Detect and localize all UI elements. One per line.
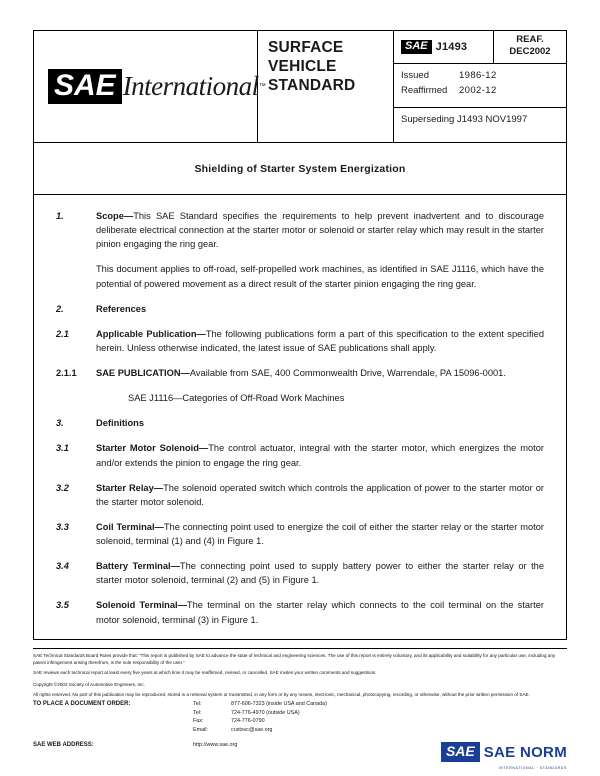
footer-divider — [33, 648, 567, 649]
clause-number: 3.2 — [56, 482, 69, 493]
sae-norm-logo: SAE — [441, 742, 480, 762]
clause — [56, 366, 544, 380]
title-line-3: STANDARD — [268, 76, 356, 94]
document-body — [34, 195, 566, 638]
clause-term: Applicable Publication— — [96, 328, 206, 339]
clause-text: Solenoid Terminal—The terminal on the starter relay which connects to the coil terminal on the starter motor solenoid, terminal (3) in Figure 1. — [96, 600, 545, 625]
issued-value: 1986-12 — [459, 70, 497, 81]
footer-review-note: SAE reviews each technical report at least every five years at which time it may be reaffirmed, revised, or cancelled. SAE invites your written comments and suggestions. — [33, 670, 377, 676]
sae-logo-cell — [34, 31, 266, 142]
clause-term: Starter Relay— — [96, 482, 164, 493]
clause-text: Scope—This SAE Standard specifies the requirements to help prevent inadvertent and to discourage deliberate electrical connection at the starter motor or solenoid or starter relay which may result in the starter pinion engaging the ring gear. — [96, 211, 544, 250]
reaf-date: DEC2002 — [509, 46, 551, 58]
clause — [56, 598, 544, 626]
order-contact-value[interactable]: 724-776-4970 (outside USA) — [231, 709, 300, 716]
clause — [56, 559, 544, 587]
clause-term: Scope— — [96, 211, 134, 221]
sae-international-wordmark: International — [122, 71, 259, 101]
clause — [56, 327, 544, 355]
reaffirmation-cell — [494, 31, 566, 63]
clause-number: 3.5 — [56, 600, 69, 611]
order-title: TO PLACE A DOCUMENT ORDER: — [33, 701, 131, 707]
clause-term: References — [96, 303, 147, 314]
sae-norm-badge — [441, 742, 567, 762]
clause-continuation: This document applies to off-road, self-propelled work machines, as identified in SAE J1116, which have the potential of powered movement as a direct result of the starter pinion engaging the ring gear. — [96, 264, 544, 289]
date-block — [394, 64, 566, 108]
order-row — [33, 700, 567, 735]
document-subject-title: Shielding of Starter System Energization — [194, 162, 406, 175]
clause-text: Starter Motor Solenoid—The control actuator, integral with the starter motor, which energizes the motor and/or extends the pinion to engage the ring gear. — [96, 443, 544, 468]
reaf-label: REAF. — [516, 34, 544, 45]
clause-text: Starter Relay—The solenoid operated switch which controls the application of power to the starter motor or the starter motor solenoid. — [96, 482, 544, 507]
document-number-cell — [394, 31, 494, 63]
masthead — [34, 31, 566, 143]
clause-term: Solenoid Terminal— — [96, 600, 187, 611]
clause-number: 3. — [56, 418, 64, 429]
issued-label: Issued — [401, 70, 429, 81]
clause-text: Coil Terminal—The connecting point used to energize the coil of either the starter relay or the starter motor solenoid, terminal (1) and (4) in Figure 1. — [96, 521, 544, 546]
clause-continuation: SAE J1116—Categories of Off-Road Work Machines — [128, 393, 345, 404]
clause-number: 3.4 — [56, 561, 69, 572]
order-contact-row — [193, 709, 567, 718]
order-contact-key: Email: — [193, 726, 208, 733]
document-frame — [33, 30, 567, 640]
reaffirmed-value: 2002-12 — [459, 84, 497, 96]
clause — [56, 209, 544, 251]
meta-top-row — [394, 31, 566, 64]
order-contact-row — [193, 700, 567, 709]
order-contact-key: Tel: — [193, 709, 202, 716]
clause-term: Definitions — [96, 418, 145, 429]
clause-term: Battery Terminal— — [96, 561, 180, 572]
order-contact-value[interactable]: 724-776-0790 — [231, 718, 265, 725]
order-contact-row — [193, 717, 567, 726]
document-number: J1493 — [435, 41, 468, 53]
clause-text — [96, 302, 544, 316]
order-contact-value[interactable]: 877-606-7323 (inside USA and Canada) — [231, 701, 327, 707]
reaffirmed-label: Reaffirmed — [401, 84, 448, 96]
subject-bar — [34, 143, 566, 195]
trademark-symbol: ™ — [258, 83, 266, 90]
footer-legal — [33, 648, 567, 702]
sae-norm-text: SAE NORM — [483, 743, 567, 761]
clause-number: 2.1.1 — [56, 368, 77, 378]
footer-rights: All rights reserved. No part of this publication may be reproduced, stored in a retrieval system or transmitted, in any form or by any means, electronic, mechanical, photocopying, recording, or otherwise, without the prior written permission of SAE. — [33, 692, 530, 698]
sae-small-logo: SAE — [401, 40, 432, 55]
clause-term: SAE PUBLICATION— — [96, 368, 190, 378]
order-contact-row — [193, 726, 567, 735]
order-contact-key: Tel: — [193, 701, 202, 707]
web-address-label: SAE WEB ADDRESS: — [33, 741, 94, 748]
clause — [56, 441, 544, 469]
clause-term: Coil Terminal— — [96, 521, 164, 532]
clause-number: 3.1 — [56, 443, 69, 454]
title-line-2: VEHICLE — [268, 57, 337, 75]
superseding-note: Superseding J1493 NOV1997 — [401, 114, 528, 125]
clause-text: Battery Terminal—The connecting point used to supply battery power to either the starter relay or the starter motor solenoid, terminal (2) and (5) in Figure 1. — [96, 561, 544, 586]
clause-text — [96, 416, 544, 430]
clause — [56, 520, 544, 548]
document-meta — [394, 31, 566, 142]
order-contact-list — [193, 700, 567, 735]
clause-number: 3.3 — [56, 521, 69, 532]
clause — [56, 481, 544, 509]
title-line-1: SURFACE — [268, 39, 344, 56]
clause — [56, 416, 544, 430]
clause — [56, 302, 544, 316]
clause-number: 1. — [56, 211, 64, 221]
clause-number: 2.1 — [56, 328, 69, 339]
web-address-value[interactable]: http://www.sae.org — [193, 741, 238, 748]
order-contact-value[interactable]: custsvc@sae.org — [231, 726, 273, 733]
document-type-title — [258, 31, 394, 142]
clause-text: SAE PUBLICATION—Available from SAE, 400 Commonwealth Drive, Warrendale, PA 15096-0001. — [96, 368, 506, 378]
footer-standards-board-rules: SAE Technical Standards Board Rules provide that: “This report is published by SAE to advance the state of technical and engineering sciences. The use of this report is entirely voluntary, and its applicability and suitability for any particular use, including any patent infringement arising therefrom, is the sole responsibility of the user.” — [33, 653, 556, 666]
clause-text: Applicable Publication—The following publications form a part of this specification to the extent specified herein. Unless otherwise indicated, the latest issue of SAE publications shall apply. — [96, 328, 544, 353]
sae-logo: SAE — [48, 69, 122, 104]
footer-copyright: Copyright ©2002 Society of Automotive Engineers, Inc. — [33, 682, 145, 688]
clause-term: Starter Motor Solenoid— — [96, 443, 209, 454]
sae-norm-subtext: INTERNATIONAL · STANDARDS — [498, 766, 567, 770]
order-contact-key: Fax: — [193, 718, 204, 725]
clause-number: 2. — [56, 303, 64, 314]
